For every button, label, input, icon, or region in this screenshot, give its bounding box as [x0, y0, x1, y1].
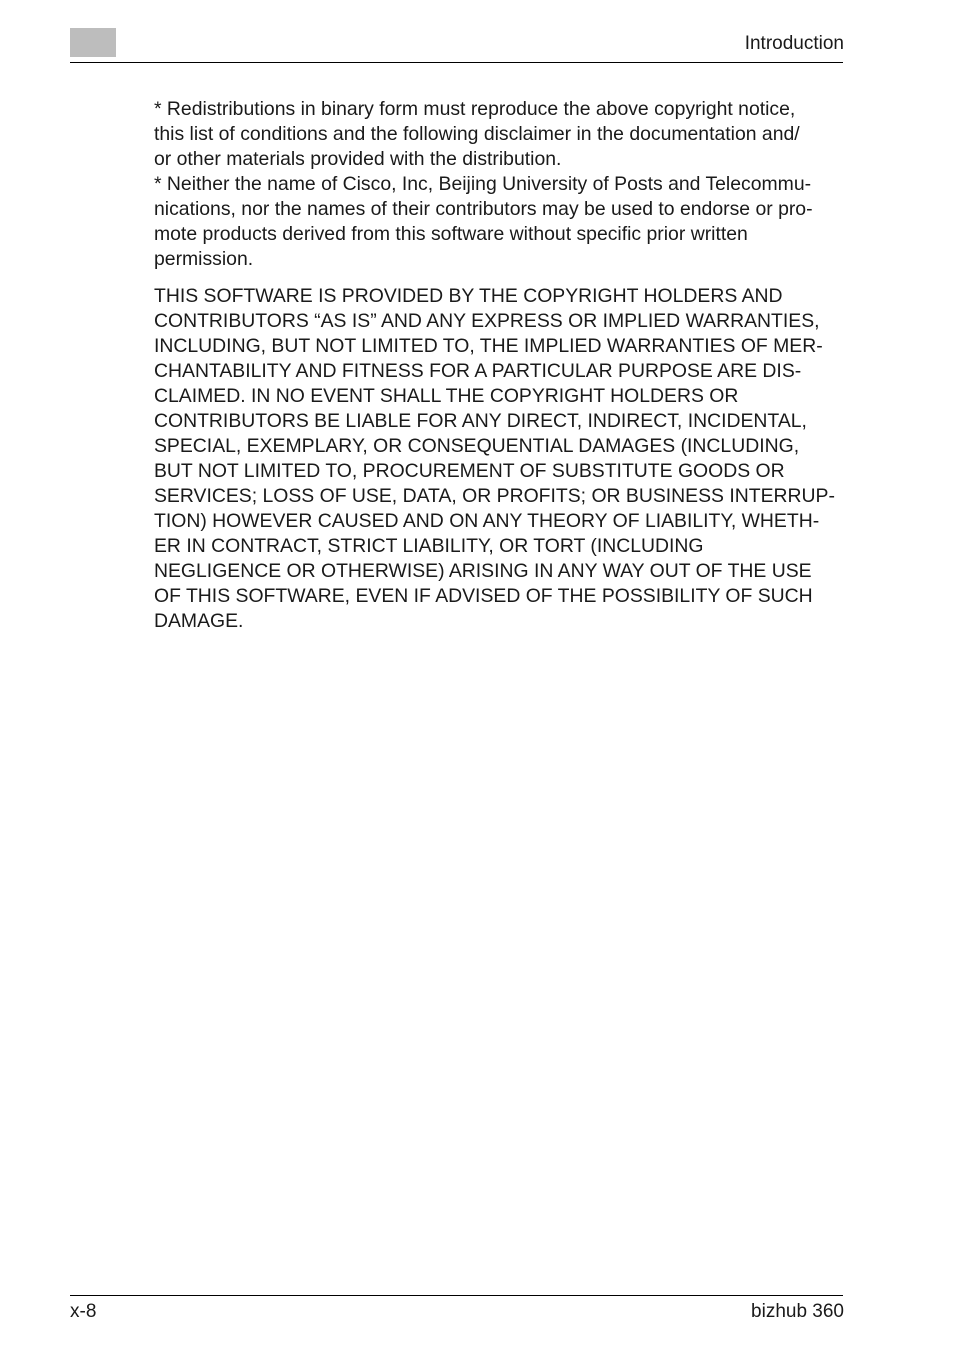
text-line: or other materials provided with the distribution. — [154, 148, 562, 170]
text-line: NEGLIGENCE OR OTHERWISE) ARISING IN ANY WAY OUT OF THE USE — [154, 560, 812, 582]
text-line: CONTRIBUTORS BE LIABLE FOR ANY DIRECT, INDIRECT, INCIDENTAL, — [154, 410, 807, 432]
text-line: * Neither the name of Cisco, Inc, Beijing University of Posts and Telecommu- — [154, 173, 812, 195]
text-line: DAMAGE. — [154, 610, 244, 632]
page-number: x-8 — [70, 1301, 97, 1322]
text-line: THIS SOFTWARE IS PROVIDED BY THE COPYRIGHT HOLDERS AND — [154, 285, 783, 307]
product-name: bizhub 360 — [751, 1301, 844, 1322]
chapter-tab — [70, 28, 116, 57]
running-header-title: Introduction — [744, 33, 844, 54]
text-line: CLAIMED. IN NO EVENT SHALL THE COPYRIGHT HOLDERS OR — [154, 385, 739, 407]
text-line: BUT NOT LIMITED TO, PROCUREMENT OF SUBSTITUTE GOODS OR — [154, 460, 785, 482]
text-line: nications, nor the names of their contributors may be used to endorse or pro- — [154, 198, 813, 220]
document-body — [154, 97, 844, 634]
text-line: OF THIS SOFTWARE, EVEN IF ADVISED OF THE POSSIBILITY OF SUCH — [154, 585, 813, 607]
paragraph-disclaimer — [154, 284, 844, 634]
paragraph-endorsement — [154, 172, 844, 272]
text-line: TION) HOWEVER CAUSED AND ON ANY THEORY OF LIABILITY, WHETH- — [154, 510, 820, 532]
text-line: permission. — [154, 248, 254, 270]
paragraph-redistribution — [154, 97, 844, 172]
text-line: INCLUDING, BUT NOT LIMITED TO, THE IMPLIED WARRANTIES OF MER- — [154, 335, 823, 357]
text-line: this list of conditions and the following disclaimer in the documentation and/ — [154, 123, 800, 145]
text-line: mote products derived from this software without specific prior written — [154, 223, 748, 245]
text-line: ER IN CONTRACT, STRICT LIABILITY, OR TORT (INCLUDING — [154, 535, 704, 557]
footer-rule — [70, 1295, 843, 1296]
header-rule — [70, 62, 843, 63]
text-line: SPECIAL, EXEMPLARY, OR CONSEQUENTIAL DAMAGES (INCLUDING, — [154, 435, 800, 457]
text-line: CHANTABILITY AND FITNESS FOR A PARTICULAR PURPOSE ARE DIS- — [154, 360, 802, 382]
text-line: SERVICES; LOSS OF USE, DATA, OR PROFITS; OR BUSINESS INTERRUP- — [154, 485, 835, 507]
text-line: CONTRIBUTORS “AS IS” AND ANY EXPRESS OR IMPLIED WARRANTIES, — [154, 310, 820, 332]
text-line: * Redistributions in binary form must reproduce the above copyright notice, — [154, 98, 796, 120]
